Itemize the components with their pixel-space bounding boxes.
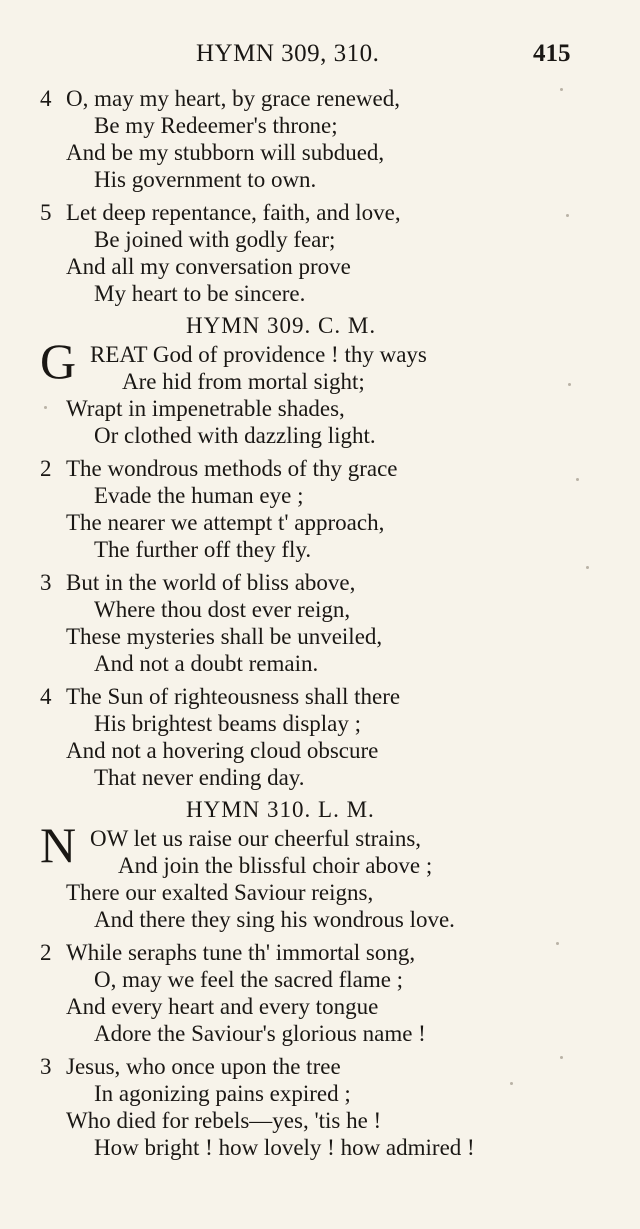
verse-line: OW let us raise our cheerful strains, <box>90 826 422 851</box>
paper-speck <box>510 1082 513 1085</box>
verse-line: His government to own. <box>94 167 317 192</box>
verse-line: Where thou dost ever reign, <box>94 597 351 622</box>
verse-line: In agonizing pains expired ; <box>94 1081 351 1106</box>
hymn-310-title: HYMN 310. L. M. <box>186 797 375 822</box>
drop-cap: G <box>40 333 77 389</box>
stanza-number: 5 <box>40 200 52 225</box>
verse-line: That never ending day. <box>94 765 305 790</box>
verse-line: There our exalted Saviour reigns, <box>66 880 374 905</box>
paper-speck <box>556 942 559 945</box>
stanza-number: 3 <box>40 1054 52 1079</box>
verse-line: Be my Redeemer's throne; <box>94 113 338 138</box>
stanza-number: 3 <box>40 570 52 595</box>
verse-line: Let deep repentance, faith, and love, <box>66 200 401 225</box>
verse-line: Adore the Saviour's glorious name ! <box>94 1021 426 1046</box>
verse-line: And every heart and every tongue <box>66 994 379 1019</box>
verse-line: O, may we feel the sacred flame ; <box>94 967 404 992</box>
verse-line: And not a doubt remain. <box>94 651 319 676</box>
hymn-309-title: HYMN 309. C. M. <box>186 313 377 338</box>
stanza-number: 2 <box>40 456 52 481</box>
page-number: 415 <box>533 40 571 67</box>
verse-line: The wondrous methods of thy grace <box>66 456 398 481</box>
verse-line: How bright ! how lovely ! how admired ! <box>94 1135 475 1160</box>
verse-line: O, may my heart, by grace renewed, <box>66 86 400 111</box>
verse-line: The further off they fly. <box>94 537 312 562</box>
verse-line: And there they sing his wondrous love. <box>94 907 455 932</box>
verse-line: And all my conversation prove <box>66 254 351 279</box>
verse-line: Are hid from mortal sight; <box>122 369 365 394</box>
verse-line: These mysteries shall be unveiled, <box>66 624 383 649</box>
stanza-number: 2 <box>40 940 52 965</box>
verse-line: Be joined with godly fear; <box>94 227 336 252</box>
running-head <box>0 40 640 74</box>
verse-line: The Sun of righteousness shall there <box>66 684 401 709</box>
paper-speck <box>44 406 47 409</box>
verse-line: REAT God of providence ! thy ways <box>90 342 427 367</box>
verse-line: And not a hovering cloud obscure <box>66 738 379 763</box>
verse-line: My heart to be sincere. <box>94 281 306 306</box>
drop-cap: N <box>40 817 77 873</box>
paper-speck <box>566 214 569 217</box>
paper-speck <box>560 88 563 91</box>
verse-line: Or clothed with dazzling light. <box>94 423 376 448</box>
paper-speck <box>568 383 571 386</box>
verse-line: His brightest beams display ; <box>94 711 362 736</box>
verse-line: Jesus, who once upon the tree <box>66 1054 341 1079</box>
paper-speck <box>560 1056 563 1059</box>
verse-line: The nearer we attempt t' approach, <box>66 510 385 535</box>
stanza-number: 4 <box>40 86 52 111</box>
verse-line: And be my stubborn will subdued, <box>66 140 385 165</box>
verse-line: While seraphs tune th' immortal song, <box>66 940 416 965</box>
running-title: HYMN 309, 310. <box>196 40 380 67</box>
verse-line: And join the blissful choir above ; <box>118 853 433 878</box>
verse-line: Who died for rebels—yes, 'tis he ! <box>66 1108 382 1133</box>
stanza-number: 4 <box>40 684 52 709</box>
verse-line: Wrapt in impenetrable shades, <box>66 396 345 421</box>
verse-line: Evade the human eye ; <box>94 483 304 508</box>
paper-speck <box>586 566 589 569</box>
verse-line: But in the world of bliss above, <box>66 570 356 595</box>
paper-speck <box>576 478 579 481</box>
